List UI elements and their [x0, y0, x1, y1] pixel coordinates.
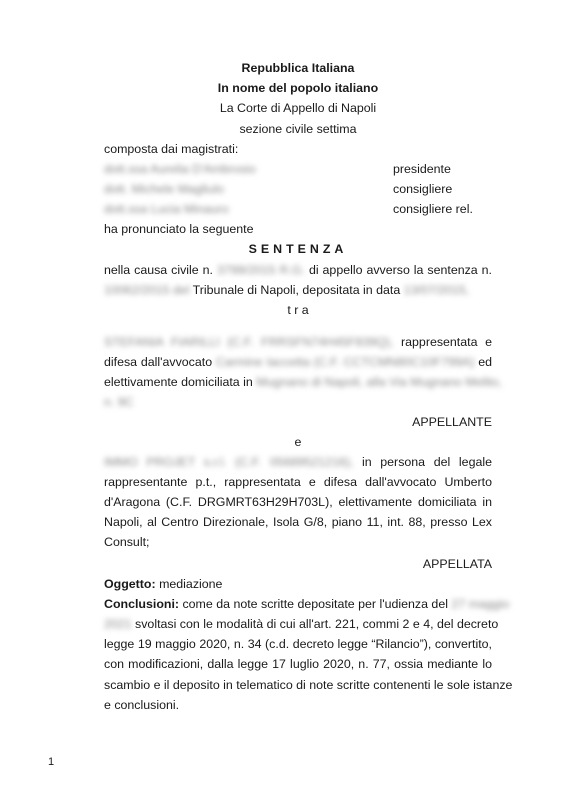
appellee-line-4: Napoli, al Centro Direzionale, Isola G/8, piano 11, int. 88, presso Lex — [104, 515, 492, 529]
magistrate-role: consigliere — [393, 182, 453, 196]
conclusioni-line-1 — [104, 596, 510, 613]
appellee-label: APPELLATA — [422, 557, 492, 571]
magistrate-role: presidente — [393, 162, 451, 176]
magistrate-role: consigliere rel. — [393, 202, 473, 216]
conclusioni-line-6: e conclusioni. — [104, 698, 180, 712]
appellant-address: Mugnano di Napoli, alla Via Mugnano Melito, — [256, 375, 502, 389]
appellant-text: ed — [478, 355, 492, 369]
oggetto-value: mediazione — [155, 577, 223, 591]
appellant-line-4 — [104, 394, 492, 411]
appellant-name: STEFANIA FIARILLI (C.F. FRRSFN74H45F839Q), — [104, 335, 394, 349]
oggetto-label: Oggetto: — [104, 577, 156, 591]
appellant-label: APPELLANTE — [412, 415, 492, 429]
appellant-text: difesa dall'avvocato — [104, 355, 213, 369]
hearing-date: 27 maggio — [451, 597, 510, 611]
magistrate-name: dott.ssa Lucia Minauro — [104, 202, 229, 216]
appellee-line-5: Consult; — [104, 535, 150, 549]
magistrate-name: dott. Michele Magliulo — [104, 182, 224, 196]
appellant-address: n. 9C — [104, 395, 134, 409]
appellee-name: IMMO PROJET s.r.l. (C.F. 05689521216), — [104, 455, 354, 469]
hearing-year: 2021 — [104, 617, 132, 631]
conclusioni-text: svoltasi con le modalità di cui all'art. 221, commi 2 e 4, del decreto — [135, 617, 499, 631]
header-republic: Repubblica Italiana — [241, 61, 355, 75]
magistrate-row — [104, 181, 492, 198]
magistrate-row — [104, 161, 492, 178]
sentenza-title: SENTENZA — [248, 242, 348, 256]
appellee-line-2: rappresentante p.t., rappresentata e difesa dall'avvocato Umberto — [104, 475, 492, 489]
appellant-text: elettivamente domiciliata in — [104, 375, 253, 389]
conclusioni-line-4: con modificazioni, dalla legge 17 luglio 2020, n. 77, ossia mediante lo — [104, 657, 492, 671]
magistrate-name: dott.ssa Aurelia D'Ambrosio — [104, 162, 256, 176]
appellee-line-1 — [104, 454, 492, 471]
conclusioni-line-5: scambio e il deposito in telematico di note scritte contenenti le sole istanze — [104, 678, 513, 692]
appellant-line-2 — [104, 354, 492, 371]
appellant-text: rappresentata e — [401, 335, 493, 349]
page-number: 1 — [48, 756, 55, 768]
appellant-lawyer: Carmine Iaccetta (C.F. CCTCMN80C10F799A) — [215, 355, 475, 369]
appellant-line-3 — [104, 374, 502, 391]
appellant-line-1 — [104, 334, 492, 351]
appellee-line-3: d'Aragona (C.F. DRGMRT63H29H703L), elettivamente domiciliata in — [104, 495, 492, 509]
tra-separator: t r a — [287, 303, 309, 317]
appellee-text: in persona del legale — [361, 455, 492, 469]
conclusioni-label: Conclusioni: — [104, 597, 180, 611]
case-line-1 — [104, 262, 492, 279]
case-text: Tribunale di Napoli, depositata in data — [192, 283, 401, 297]
e-separator: e — [294, 435, 302, 449]
composed-by: composta dai magistrati: — [104, 142, 239, 156]
header-in-nome: In nome del popolo italiano — [217, 81, 379, 95]
magistrate-row — [104, 201, 492, 218]
conclusioni-text: come da note scritte depositate per l'udienza del — [179, 597, 448, 611]
oggetto-line — [104, 576, 492, 593]
case-text: nella causa civile n. — [104, 263, 213, 277]
conclusioni-line-2 — [104, 616, 499, 633]
court-section: sezione civile settima — [239, 122, 357, 136]
case-text: di appello avverso la sentenza n. — [308, 263, 492, 277]
case-line-2 — [104, 282, 492, 299]
pronounced-line: ha pronunciato la seguente — [104, 222, 254, 236]
conclusioni-line-3: legge 19 maggio 2020, n. 34 (c.d. decreto legge “Rilancio”), convertito, — [104, 637, 492, 651]
court-name: La Corte di Appello di Napoli — [219, 101, 377, 115]
sentence-number: 10062/2015 del — [104, 283, 190, 297]
deposit-date: 13/07/2015, — [403, 283, 470, 297]
case-number: 3799/2015 R.G. — [216, 263, 305, 277]
